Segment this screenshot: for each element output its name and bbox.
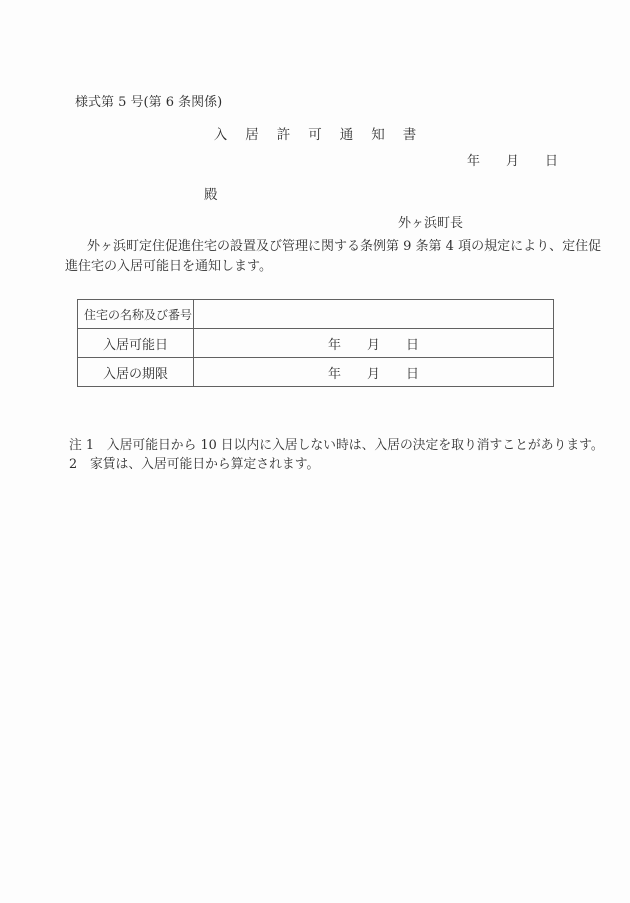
notes-block	[69, 436, 604, 474]
note-line-2: 2 家賃は、入居可能日から算定されます。	[69, 457, 320, 472]
row-value-move-in-date: 年 月 日	[194, 329, 554, 358]
table-row-move-in-date	[78, 329, 554, 358]
table-row-move-in-deadline	[78, 358, 554, 387]
row-header-move-in-deadline: 入居の期限	[78, 358, 194, 387]
document-title: 入居許可通知書	[213, 127, 435, 143]
row-value-housing-name	[194, 300, 554, 329]
form-number: 様式第 5 号(第 6 条関係)	[75, 95, 223, 110]
row-value-move-in-deadline: 年 月 日	[194, 358, 554, 387]
row-header-housing-name: 住宅の名称及び番号	[78, 300, 194, 329]
body-paragraph	[65, 237, 602, 277]
table-row-housing-name	[78, 300, 554, 329]
row-header-move-in-date: 入居可能日	[78, 329, 194, 358]
note-line-1: 注 1 入居可能日から 10 日以内に入居しない時は、入居の決定を取り消すことがあります。	[69, 438, 604, 453]
body-line-1: 外ヶ浜町定住促進住宅の設置及び管理に関する条例第 9 条第 4 項の規定により、定住促	[87, 239, 602, 254]
body-line-2: 進住宅の入居可能日を通知します。	[65, 259, 272, 274]
move-in-notice-table	[77, 299, 554, 387]
sender-title: 外ヶ浜町長	[398, 216, 464, 231]
addressee-honorific: 殿	[204, 187, 218, 203]
issue-date-placeholder: 年 月 日	[467, 154, 559, 169]
